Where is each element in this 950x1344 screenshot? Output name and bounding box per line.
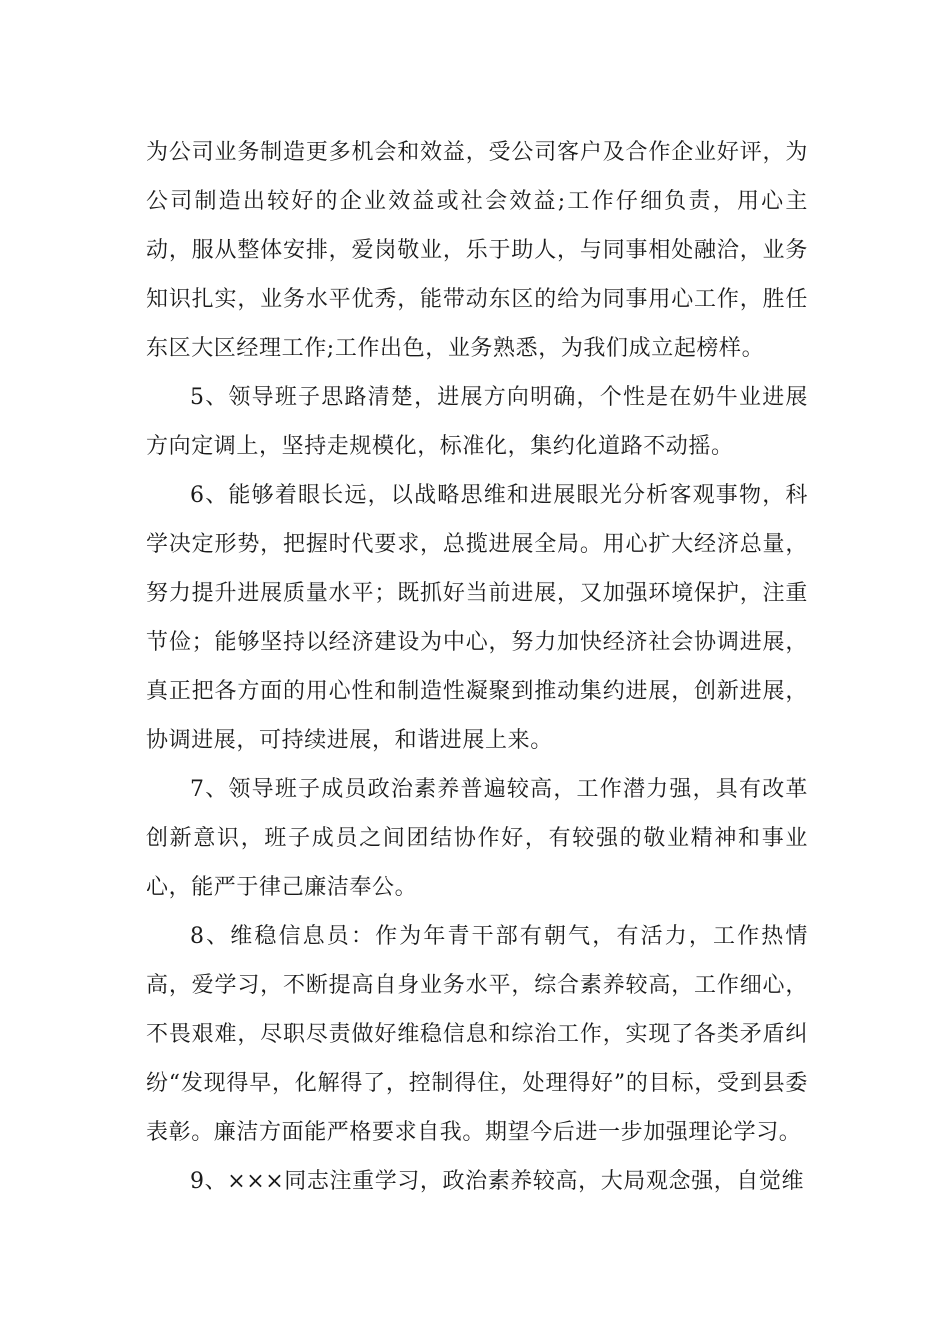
document-body	[146, 128, 808, 1206]
paragraph-item-8: 8、维稳信息员：作为年青干部有朝气，有活力，工作热情高，爱学习，不断提高自身业务水平，综合素养较高，工作细心，不畏艰难，尽职尽责做好维稳信息和综治工作，实现了各类矛盾纠纷“发现得早，化解得了，控制得住，处理得好”的目标，受到县委表彰。廉洁方面能严格要求自我。期望今后进一步加强理论学习。	[146, 924, 808, 1145]
paragraph-item-7: 7、领导班子成员政治素养普遍较高，工作潜力强，具有改革创新意识，班子成员之间团结协作好，有较强的敬业精神和事业心，能严于律己廉洁奉公。	[146, 777, 808, 900]
paragraph-item-5: 5、领导班子思路清楚，进展方向明确，个性是在奶牛业进展方向定调上，坚持走规模化，标准化，集约化道路不动摇。	[146, 385, 808, 459]
paragraph-continuation: 为公司业务制造更多机会和效益，受公司客户及合作企业好评，为公司制造出较好的企业效益或社会效益;工作仔细负责，用心主动，服从整体安排，爱岗敬业，乐于助人，与同事相处融洽，业务知识扎实，业务水平优秀，能带动东区的给为同事用心工作，胜任东区大区经理工作;工作出色，业务熟悉，为我们成立起榜样。	[146, 140, 808, 361]
paragraph-item-6: 6、能够着眼长远，以战略思维和进展眼光分析客观事物，科学决定形势，把握时代要求，总揽进展全局。用心扩大经济总量，努力提升进展质量水平；既抓好当前进展，又加强环境保护，注重节俭；能够坚持以经济建设为中心，努力加快经济社会协调进展，真正把各方面的用心性和制造性凝聚到推动集约进展，创新进展，协调进展，可持续进展，和谐进展上来。	[146, 483, 808, 753]
paragraph-item-9: 9、×××同志注重学习，政治素养较高，大局观念强，自觉维	[190, 1169, 805, 1194]
